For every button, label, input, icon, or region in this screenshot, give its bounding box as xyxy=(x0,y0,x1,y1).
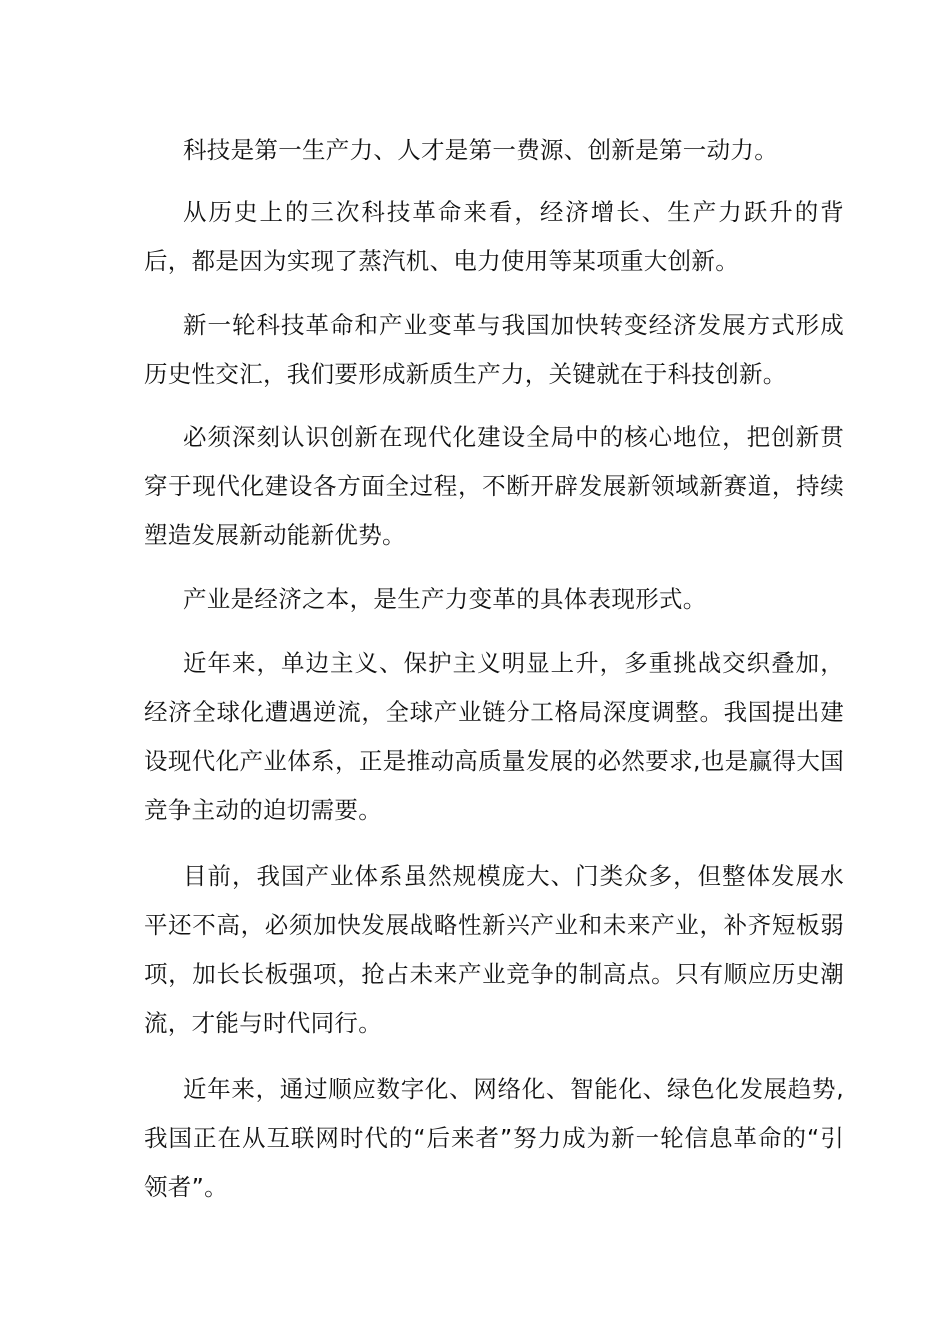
paragraph-1: 科技是第一生产力、人才是第一费源、创新是第一动力。 xyxy=(183,136,778,164)
paragraph-6: 近年来，单边主义、保护主义明显上升，多重挑战交织叠加，经济全球化遭遇逆流，全球产业链分工格局深度调整。我国提出建设现代化产业体系，正是推动高质量发展的必然要求,也是赢得大国竞争主动的迫切需要。 xyxy=(144,649,844,824)
paragraph-4: 必须深刻认识创新在现代化建设全局中的核心地位，把创新贯穿于现代化建设各方面全过程，不断开辟发展新领域新赛道，持续塑造发展新动能新优势。 xyxy=(144,423,844,549)
paragraph-2: 从历史上的三次科技革命来看，经济增长、生产力跃升的背后，都是因为实现了蒸汽机、电力使用等某项重大创新。 xyxy=(144,198,844,275)
paragraph-7: 目前，我国产业体系虽然规模庞大、门类众多，但整体发展水平还不高，必须加快发展战略性新兴产业和未来产业，补齐短板弱项，加长长板强项，抢占未来产业竞争的制高点。只有顺应历史潮流，才能与时代同行。 xyxy=(144,862,844,1037)
paragraph-5: 产业是经济之本，是生产力变革的具体表现形式。 xyxy=(183,585,707,613)
paragraph-3: 新一轮科技革命和产业变革与我国加快转变经济发展方式形成历史性交汇，我们要形成新质生产力，关键就在于科技创新。 xyxy=(144,311,844,388)
paragraph-8: 近年来，通过顺应数字化、网络化、智能化、绿色化发展趋势,我国正在从互联网时代的“后来者”努力成为新一轮信息革命的“引领者”。 xyxy=(144,1075,844,1201)
